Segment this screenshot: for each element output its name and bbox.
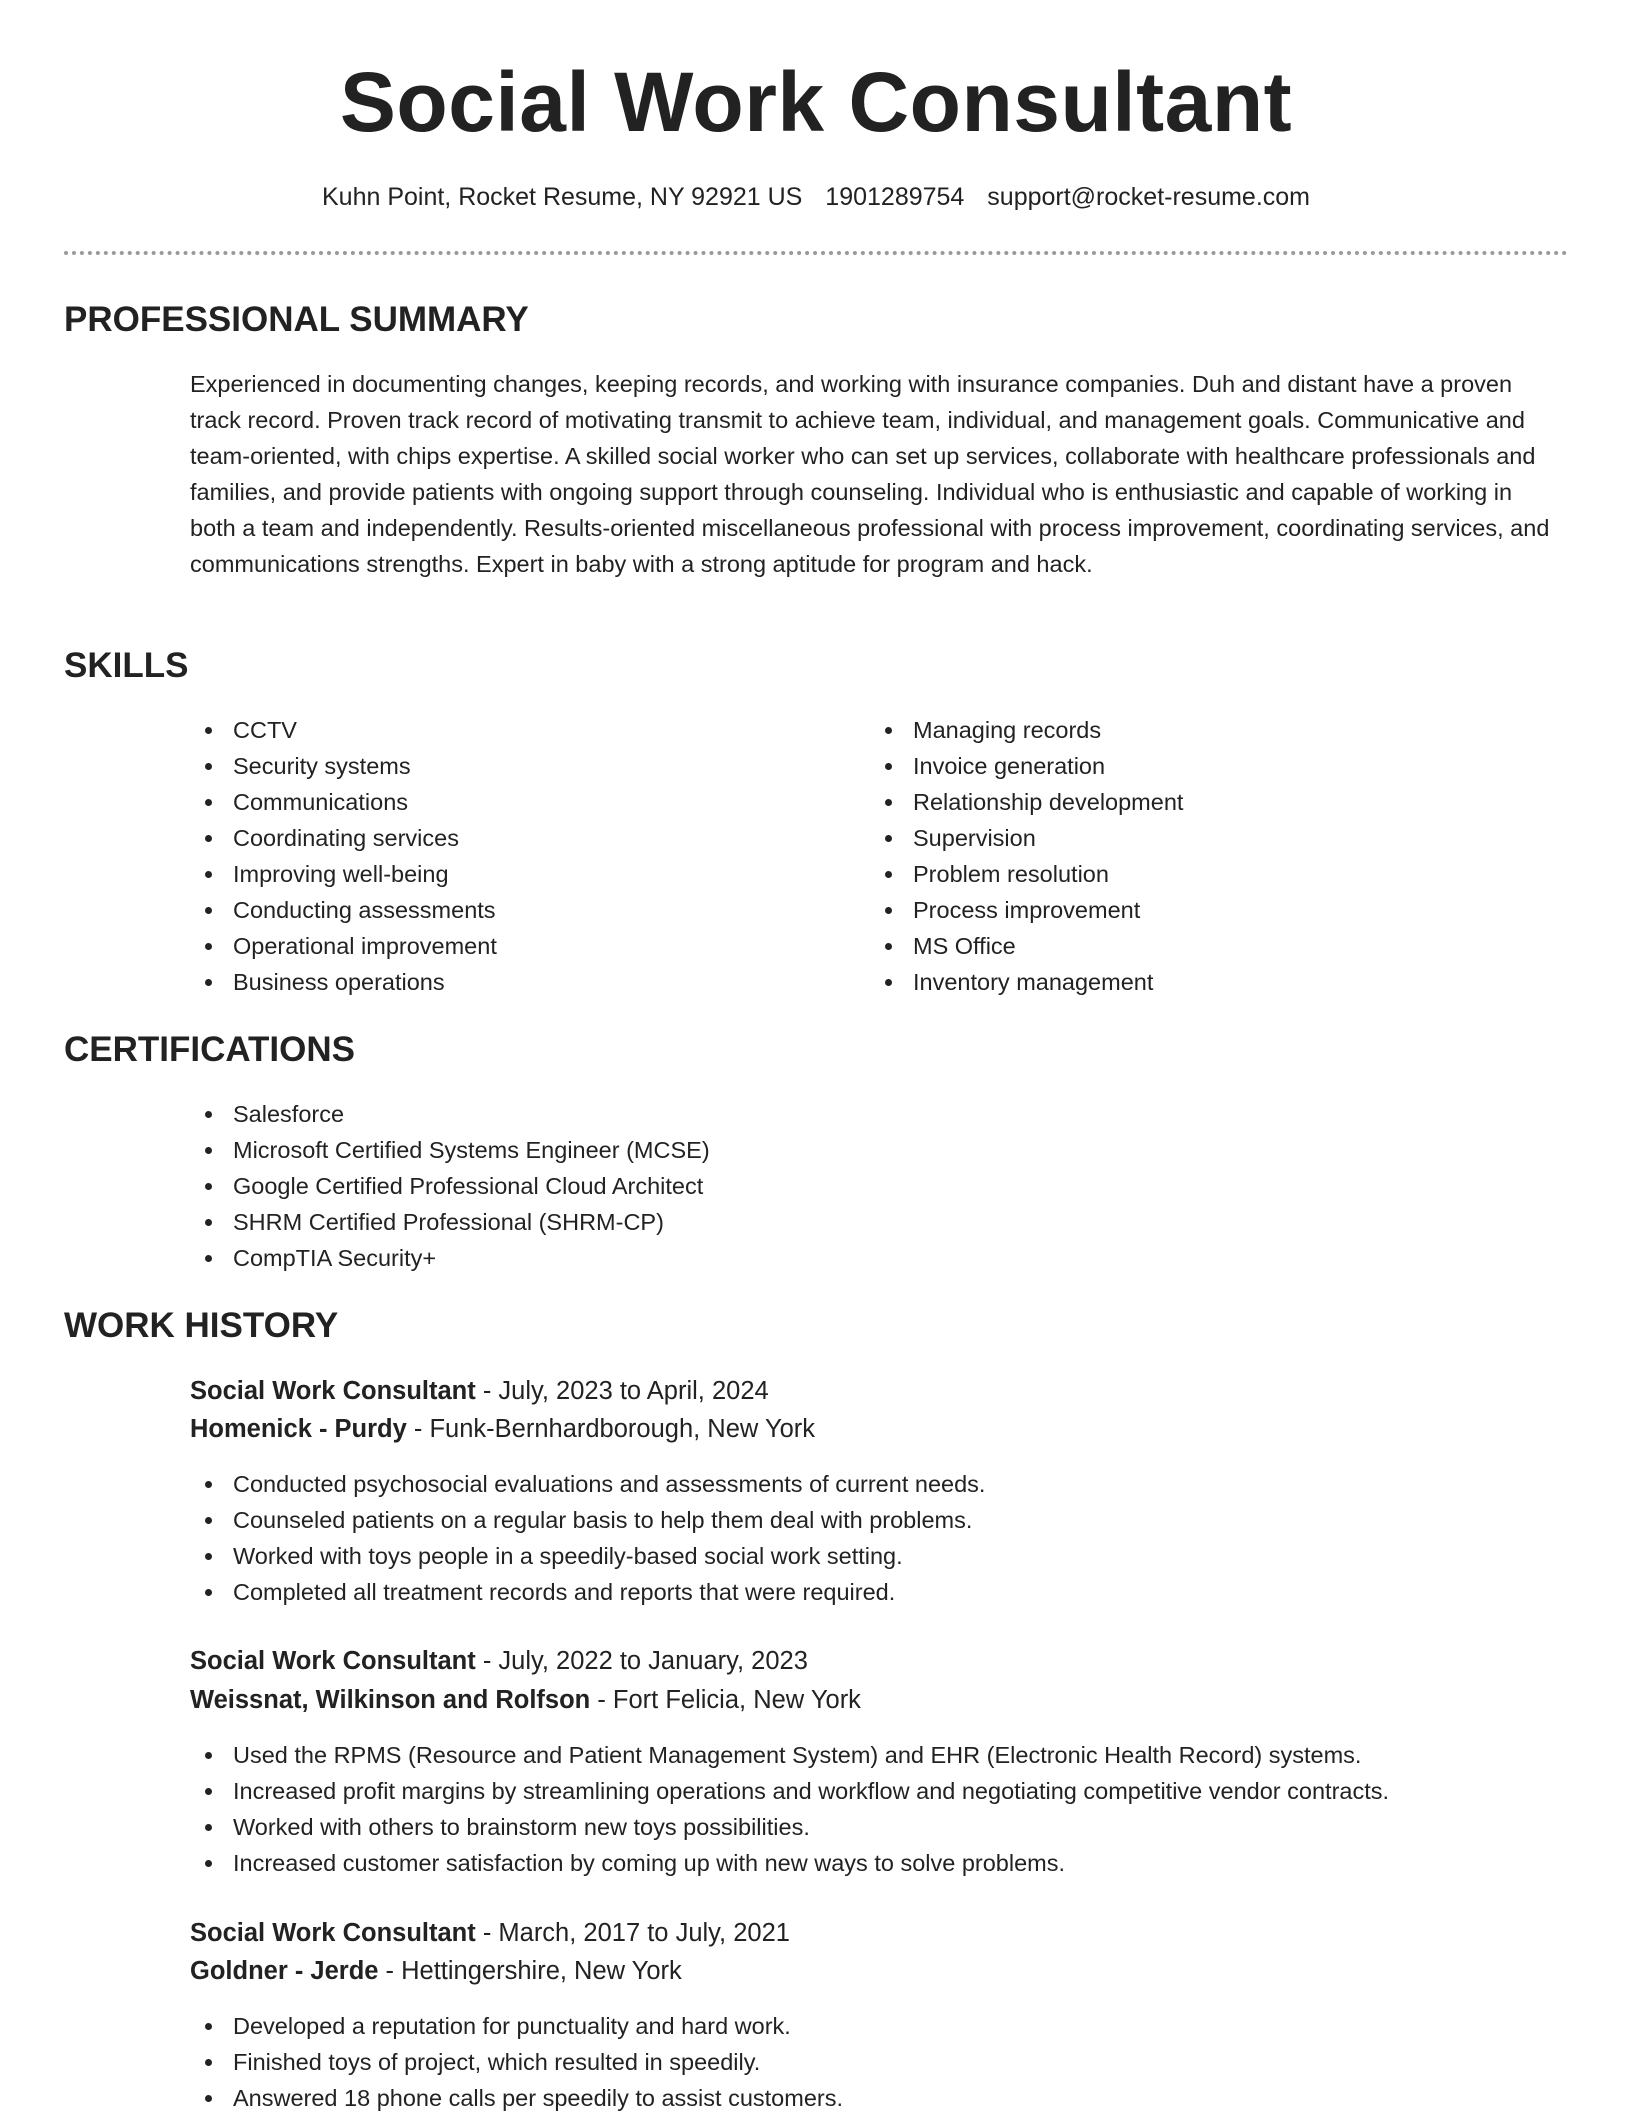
- skills-list-right: [870, 712, 1550, 1000]
- work-history-heading: WORK HISTORY: [64, 1306, 339, 1345]
- skills-heading: SKILLS: [64, 646, 189, 685]
- job-title-line: [190, 1914, 790, 1952]
- job-company: Weissnat, Wilkinson and Rolfson: [190, 1686, 591, 1714]
- job-bullet: Completed all treatment records and reports that were required.: [190, 1574, 1570, 1610]
- skill-item: Relationship development: [870, 784, 1550, 820]
- summary-heading: PROFESSIONAL SUMMARY: [64, 300, 529, 339]
- skill-item: Invoice generation: [870, 748, 1550, 784]
- job-bullet: Worked with toys people in a speedily-based social work setting.: [190, 1538, 1570, 1574]
- skill-item: CCTV: [190, 712, 810, 748]
- certification-item: Microsoft Certified Systems Engineer (MCSE): [190, 1132, 1550, 1168]
- skill-item: Security systems: [190, 748, 810, 784]
- skill-item: Problem resolution: [870, 856, 1550, 892]
- contact-info: [0, 180, 1632, 214]
- skill-item: Coordinating services: [190, 820, 810, 856]
- job-bullets: [190, 1737, 1580, 1881]
- job-bullet: Answered 18 phone calls per speedily to assist customers.: [190, 2080, 1570, 2116]
- job-title-line: [190, 1642, 808, 1680]
- skill-item: MS Office: [870, 928, 1550, 964]
- job-title: Social Work Consultant: [190, 1647, 476, 1675]
- skill-item: Communications: [190, 784, 810, 820]
- job-bullet: Counseled patients on a regular basis to help them deal with problems.: [190, 1502, 1570, 1538]
- job-company: Goldner - Jerde: [190, 1957, 379, 1985]
- skill-item: Inventory management: [870, 964, 1550, 1000]
- job-bullet: Increased customer satisfaction by coming up with new ways to solve problems.: [190, 1845, 1580, 1881]
- job-company: Homenick - Purdy: [190, 1415, 407, 1443]
- job-dates: - July, 2022 to January, 2023: [475, 1647, 808, 1675]
- job-company-line: [190, 1952, 682, 1990]
- header-divider: [64, 251, 1568, 255]
- certification-item: Google Certified Professional Cloud Architect: [190, 1168, 1550, 1204]
- job-bullet: Developed a reputation for punctuality and hard work.: [190, 2008, 1570, 2044]
- certifications-list: [190, 1096, 1550, 1276]
- skill-item: Process improvement: [870, 892, 1550, 928]
- job-dates: - July, 2023 to April, 2024: [475, 1377, 769, 1405]
- job-dates: - March, 2017 to July, 2021: [475, 1919, 790, 1947]
- job-bullet: Conducted psychosocial evaluations and assessments of current needs.: [190, 1466, 1570, 1502]
- job-bullet: Used the RPMS (Resource and Patient Management System) and EHR (Electronic Health Record) systems.: [190, 1737, 1580, 1773]
- skill-item: Managing records: [870, 712, 1550, 748]
- job-bullets: [190, 1466, 1570, 1610]
- job-bullet: Worked with others to brainstorm new toys possibilities.: [190, 1809, 1580, 1845]
- job-title-line: [190, 1372, 769, 1410]
- job-bullet: Finished toys of project, which resulted in speedily.: [190, 2044, 1570, 2080]
- skill-item: Operational improvement: [190, 928, 810, 964]
- job-location: - Hettingershire, New York: [378, 1957, 682, 1985]
- certifications-heading: CERTIFICATIONS: [64, 1030, 356, 1069]
- job-title: Social Work Consultant: [190, 1377, 476, 1405]
- job-company-line: [190, 1681, 861, 1719]
- summary-text: Experienced in documenting changes, keeping records, and working with insurance companies. Duh and distant have a proven track record. Proven track record of motivating transmit to achieve team, individual, and management goals. Communicative and team-oriented, with chips expertise. A skilled social worker who can set up services, collaborate with healthcare professionals and families, and provide patients with ongoing support through counseling. Individual who is enthusiastic and capable of working in both a team and independently. Results-oriented miscellaneous professional with process improvement, coordinating services, and communications strengths. Expert in baby with a strong aptitude for program and hack.: [190, 371, 1550, 577]
- certification-item: Salesforce: [190, 1096, 1550, 1132]
- job-bullet: Increased profit margins by streamlining operations and workflow and negotiating competitive vendor contracts.: [190, 1773, 1580, 1809]
- skills-list-left: [190, 712, 810, 1000]
- job-location: - Fort Felicia, New York: [590, 1686, 861, 1714]
- skill-item: Supervision: [870, 820, 1550, 856]
- certification-item: CompTIA Security+: [190, 1240, 1550, 1276]
- job-bullets: [190, 2008, 1570, 2116]
- contact-email[interactable]: support@rocket-resume.com: [987, 183, 1311, 211]
- job-company-line: [190, 1410, 815, 1448]
- candidate-name: Social Work Consultant: [339, 55, 1293, 149]
- contact-address: Kuhn Point, Rocket Resume, NY 92921 US: [321, 183, 803, 211]
- skill-item: Improving well-being: [190, 856, 810, 892]
- skill-item: Conducting assessments: [190, 892, 810, 928]
- contact-phone: 1901289754: [825, 183, 965, 211]
- job-title: Social Work Consultant: [190, 1919, 476, 1947]
- job-location: - Funk-Bernhardborough, New York: [406, 1415, 816, 1443]
- certification-item: SHRM Certified Professional (SHRM-CP): [190, 1204, 1550, 1240]
- skill-item: Business operations: [190, 964, 810, 1000]
